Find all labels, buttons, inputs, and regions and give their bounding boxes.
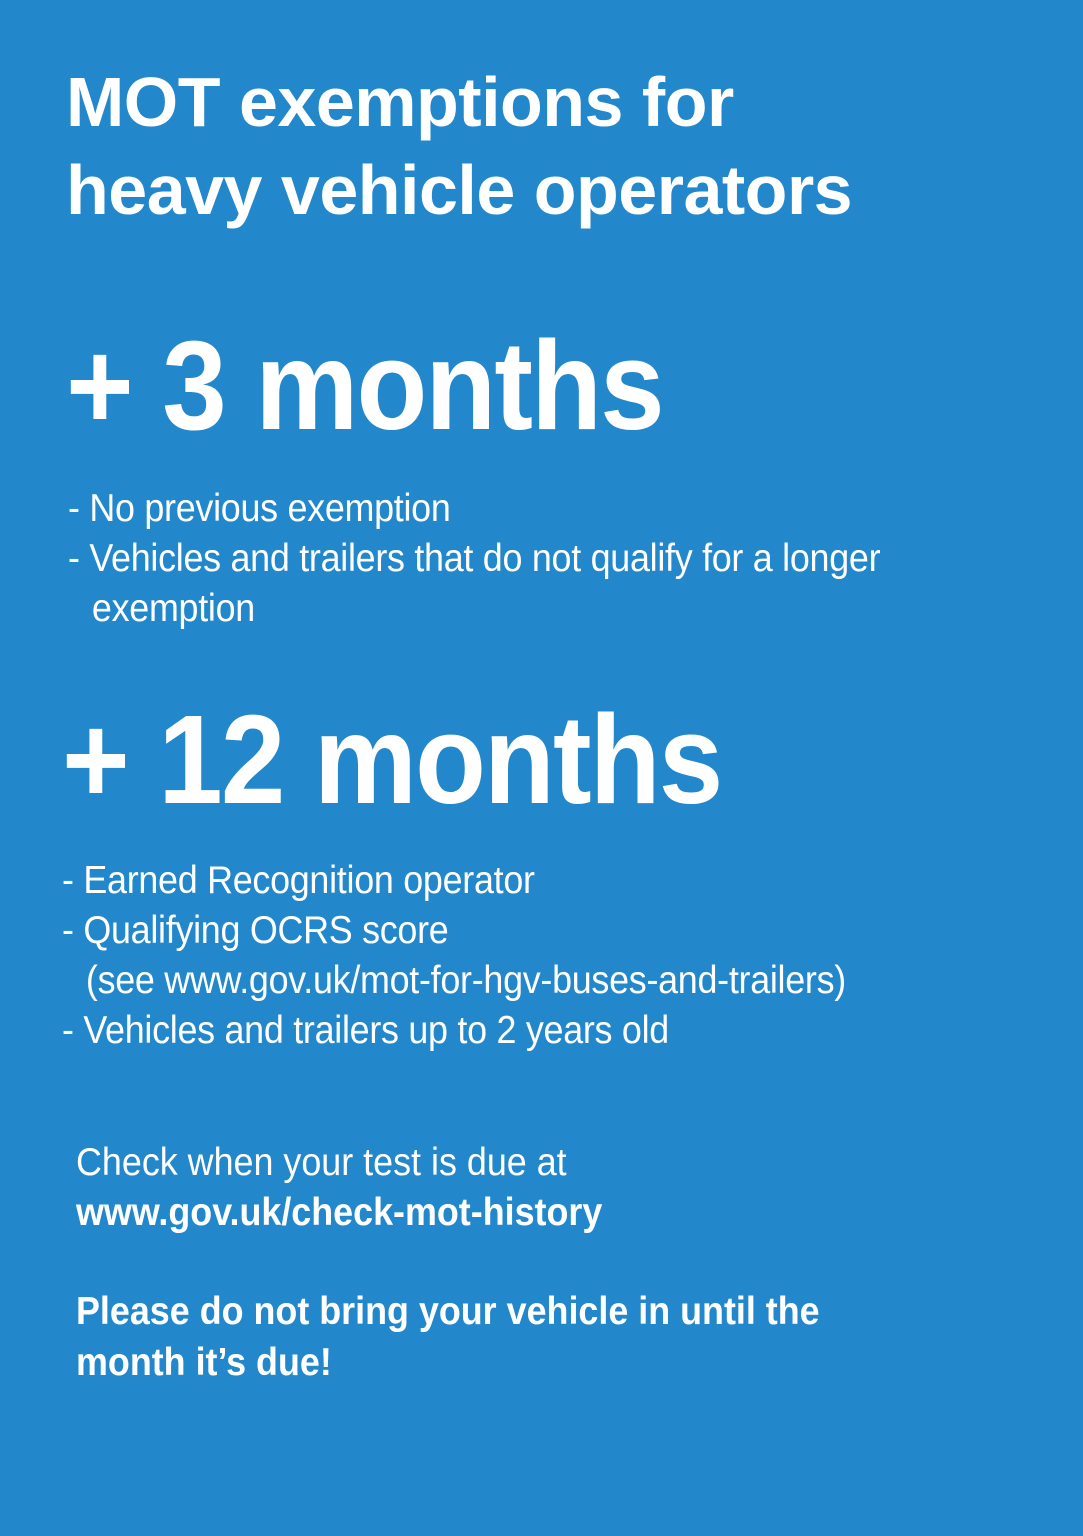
criteria-item-reference: (see www.gov.uk/mot-for-hgv-buses-and-trailers) [85,959,846,1002]
three-months-criteria [68,484,880,634]
criteria-item: - Earned Recognition operator [62,859,535,902]
title-line-2: heavy vehicle operators [66,151,853,229]
title-line-1: MOT exemptions for [66,63,734,141]
criteria-item: - Qualifying OCRS score [62,909,449,952]
twelve-months-heading: + 12 months [62,689,722,830]
criteria-item: - Vehicles and trailers that do not qualify for a longer [68,537,881,580]
notice-line-1: Please do not bring your vehicle in until the [76,1290,820,1333]
page-title [66,58,852,234]
notice-line-2: month it’s due! [76,1341,332,1384]
criteria-item: - No previous exemption [68,487,451,530]
check-mot-section [76,1138,602,1238]
criteria-item-continuation: exemption [91,587,255,630]
three-months-heading: + 3 months [66,315,663,456]
check-lead-text: Check when your test is due at [76,1141,567,1184]
twelve-months-criteria [62,856,846,1056]
check-mot-history-link[interactable]: www.gov.uk/check-mot-history [76,1191,603,1234]
notice-message [76,1286,820,1388]
criteria-item: - Vehicles and trailers up to 2 years old [62,1009,669,1052]
